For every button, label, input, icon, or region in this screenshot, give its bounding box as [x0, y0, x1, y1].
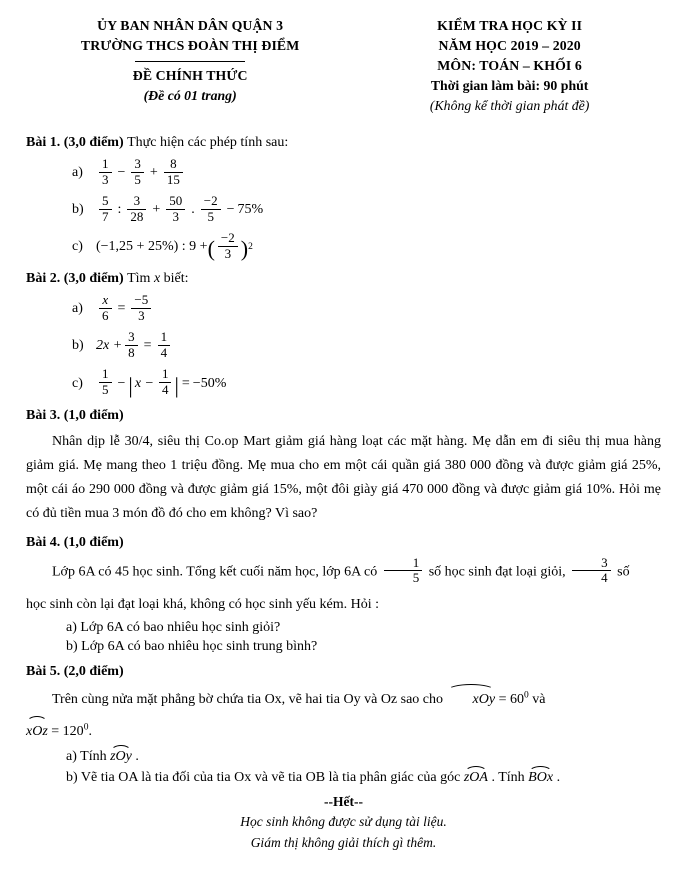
problem-5b [66, 768, 661, 786]
numerator: 5 [99, 194, 112, 210]
operator-1b-2: + [152, 202, 161, 218]
problem-1-title [26, 135, 661, 151]
issuing-authority: ỦY BAN NHÂN DÂN QUẬN 3 [97, 18, 284, 33]
fraction-1a-1 [99, 157, 112, 187]
numerator: 1 [99, 157, 112, 173]
problem-2c: c) $\frac{1}{5}$ − | x − $\frac{1}{4}$ | = −50% [72, 366, 227, 398]
fraction-1a-3 [164, 157, 183, 187]
numerator: 3 [127, 194, 146, 210]
problem-2a-label: a) [72, 301, 83, 317]
denominator: 6 [102, 307, 109, 323]
problem-5-body [26, 686, 661, 712]
numerator: 3 [131, 157, 144, 173]
numerator: 1 [159, 367, 172, 383]
fraction-2b-1 [125, 330, 138, 360]
subject-grade: MÔN: TOÁN – KHỐI 6 [437, 58, 582, 73]
duration-row [356, 76, 663, 96]
operator-1b-1: : [117, 202, 122, 218]
numerator: 3 [572, 556, 611, 572]
footer-note-1: Học sinh không được sử dụng tài liệu. [240, 814, 447, 830]
fraction-1c [218, 231, 238, 261]
angle-xOz: xOz [26, 718, 48, 744]
denominator: 5 [134, 171, 141, 187]
header-left-block [24, 16, 356, 116]
percent-1b: 75% [237, 202, 264, 218]
problem-1b-label: b) [72, 202, 84, 218]
denominator: 4 [601, 570, 608, 586]
problem-5b-label: b) [66, 770, 78, 786]
problem-1-label: Bài 1. (3,0 điểm) [26, 135, 124, 150]
numerator: 3 [125, 330, 138, 346]
problem-2b-label: b) [72, 338, 84, 354]
problem-2-prompt: Tìm x biết: [127, 271, 189, 287]
rhs-2c: −50% [192, 375, 227, 391]
exam-title: KIỂM TRA HỌC KỲ II [437, 18, 583, 33]
denominator: 7 [102, 208, 109, 224]
problem-1c: c) (−1,25 + 25%) : 9 + ( $\frac{-2}{3}$ ) 2 [72, 230, 253, 262]
problem-5b-text-1: Vẽ tia OA là tia đối của tia Ox và vẽ tia OB là tia phân giác của góc [80, 770, 461, 786]
numerator: 1 [158, 330, 171, 346]
numerator: x [99, 293, 112, 309]
problem-5a-label: a) [66, 749, 77, 765]
numerator: 8 [164, 157, 183, 173]
operator-1a-1: − [117, 165, 126, 181]
problem-5a-period: . [135, 749, 139, 765]
problem-5-eq-2: = 120 [51, 724, 84, 740]
problem-4-text-1: Lớp 6A có 45 học sinh. Tổng kết cuối năm học, lớp 6A có [52, 564, 378, 580]
fraction-1b-3 [166, 194, 185, 224]
exam-content [0, 116, 687, 853]
degree-1: 0 [523, 690, 529, 701]
numerator: 50 [166, 194, 185, 210]
problem-1c-label: c) [72, 239, 83, 255]
denominator: 3 [138, 307, 145, 323]
duration-note: (Không kể thời gian phát đề) [429, 98, 590, 113]
problem-1-prompt: Thực hiện các phép tính sau: [127, 135, 289, 150]
problem-1a-label: a) [72, 165, 83, 181]
end-marker: --Hết-- [324, 794, 363, 810]
denominator: 4 [160, 344, 168, 360]
problem-5-text-1: Trên cùng nửa mặt phẳng bờ chứa tia Ox, vẽ hai tia Oy và Oz sao cho [52, 692, 444, 708]
duration-value: 90 phút [543, 78, 589, 93]
problem-2b [72, 331, 661, 361]
numerator: −5 [131, 293, 151, 309]
problem-4-body-cont: học sinh còn lại đạt loại khá, không có học sinh yếu kém. Hỏi : [26, 596, 380, 612]
problem-2-title [26, 271, 661, 287]
footer-note-2: Giám thị không giải thích gì thêm. [250, 834, 437, 850]
problem-4a: a) Lớp 6A có bao nhiêu học sinh giỏi? [66, 620, 281, 636]
problem-4-text-2: số học sinh đạt loại giỏi, [428, 564, 566, 580]
fraction-2b-2 [158, 330, 171, 360]
fraction-2a-1 [99, 293, 112, 323]
problem-3-body: Nhân dịp lễ 30/4, siêu thị Co.op Mart giảm giá hàng loạt các mặt hàng. Mẹ dẫn em đi siêu thị mua hàng giảm giá. Mẹ mang theo 1 triệu đồng. Mẹ mua cho em một cái quần giá 380 000 đồng và được giảm giá 25%, một cái áo 290 000 đồng và được giảm giá 15%, một đôi giày giá 470 000 đồng và được giảm giá 10%. Hỏi mẹ có đủ tiền mua 3 món đồ đó cho em không? Vì sao? [26, 433, 661, 521]
problem-4b: b) Lớp 6A có bao nhiêu học sinh trung bình? [66, 639, 318, 655]
problem-5-and: và [532, 692, 546, 708]
problem-2-label: Bài 2. (3,0 điểm) [26, 271, 124, 287]
denominator: 5 [207, 208, 214, 224]
fraction-2c-2 [159, 367, 172, 397]
denominator: 3 [102, 171, 109, 187]
expression-2b-lead: 2x + [96, 338, 123, 354]
page-count-note: (Đề có 01 trang) [143, 88, 237, 103]
denominator: 4 [161, 382, 169, 398]
problem-3-title: Bài 3. (1,0 điểm) [26, 407, 124, 423]
problem-5-period: . [88, 724, 92, 740]
problem-5-body-cont [26, 718, 661, 744]
equals-2b: = [143, 338, 152, 354]
fraction-4-1 [384, 556, 423, 586]
header-right-block [356, 16, 663, 116]
school-name: TRƯỜNG THCS ĐOÀN THỊ ĐIỂM [80, 38, 300, 53]
denominator: 8 [128, 344, 135, 360]
denominator: 15 [166, 171, 180, 187]
denominator: 3 [224, 245, 232, 261]
document-header [0, 0, 687, 116]
angle-zOA: zOA [463, 770, 488, 786]
denominator: 5 [412, 570, 420, 586]
equals-2a: = [117, 301, 126, 317]
problem-1a [72, 158, 661, 188]
official-exam-label: ĐỀ CHÍNH THỨC [132, 68, 248, 83]
denominator: 28 [130, 208, 144, 224]
operator-1b-3: . [191, 202, 195, 218]
operator-2c: − [117, 375, 126, 391]
numerator: 1 [384, 556, 423, 572]
problem-5a [66, 747, 661, 765]
numerator: 1 [99, 367, 112, 383]
denominator: 3 [172, 208, 180, 224]
exponent-1c: 2 [248, 242, 253, 253]
problem-2a [72, 294, 661, 324]
problem-2c-label: c) [72, 375, 83, 391]
abs-content-2c: x − [134, 375, 154, 391]
fraction-1a-2 [131, 157, 144, 187]
problem-4-title: Bài 4. (1,0 điểm) [26, 534, 124, 550]
problem-5-title: Bài 5. (2,0 điểm) [26, 664, 124, 680]
operator-1b-4: − [226, 202, 235, 218]
denominator: 5 [102, 382, 109, 398]
angle-xOy: xOy [447, 686, 496, 712]
problem-1b [72, 195, 661, 225]
problem-5b-text-2: . Tính [491, 770, 525, 786]
problem-5b-period: . [556, 770, 561, 786]
angle-BOx: BOx [528, 770, 554, 786]
expression-1c: (−1,25 + 25%) : 9 + [96, 239, 208, 255]
operator-1a-2: + [149, 165, 158, 181]
degree-2: 0 [83, 722, 89, 733]
fraction-1b-4 [201, 194, 221, 224]
problem-4-body [26, 554, 661, 587]
duration-label: Thời gian làm bài: [430, 78, 541, 93]
numerator: −2 [218, 231, 238, 247]
equals-2c: = [181, 375, 190, 391]
header-divider [135, 61, 245, 62]
fraction-4-2 [572, 556, 611, 586]
problem-5-eq-1: = 60 [498, 692, 524, 708]
fraction-1b-2 [127, 194, 146, 224]
problem-4-text-3: số [617, 564, 630, 580]
fraction-2a-2 [131, 293, 151, 323]
fraction-2c-1 [99, 367, 112, 397]
angle-zOy: zOy [110, 749, 132, 765]
fraction-1b-1 [99, 194, 112, 224]
document-footer [26, 792, 661, 853]
numerator: −2 [201, 194, 221, 210]
school-year: NĂM HỌC 2019 – 2020 [438, 38, 581, 53]
problem-5a-text: Tính [80, 749, 107, 765]
